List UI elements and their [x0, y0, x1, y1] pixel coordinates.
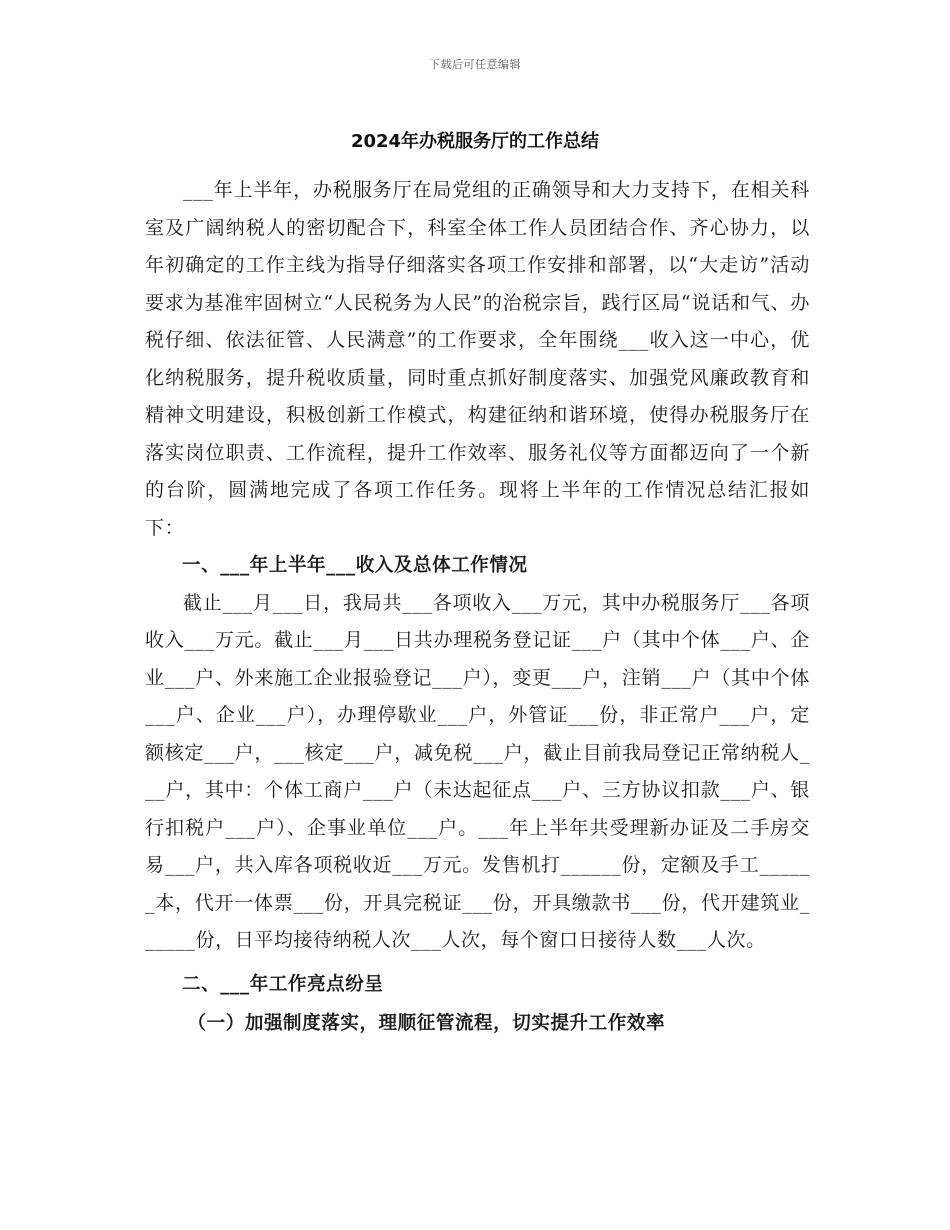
document-body	[145, 172, 810, 1043]
document-title: 2024年办税服务厅的工作总结	[350, 131, 600, 152]
section-1-paragraph: 截止___月___日，我局共___各项收入___万元，其中办税服务厅___各项收入___万元。截止___月___日共办理税务登记证___户（其中个体___户、企业___户、外来施工企业报验登记___户），变更___户，注销___户（其中个体___户、企业___户），办理停歇业___户，外管证___份，非正常户___户，定额核定___户，___核定___户，减免税___户，截止目前我局登记正常纳税人___户，其中：个体工商户___户（未达起征点___户、三方协议扣款___户、银行扣税户___户）、企事业单位___户。___年上半年共受理新办证及二手房交易___户，共入库各项税收近___万元。发售机打______份，定额及手工______本，代开一体票___份，开具完税证___份，开具缴款书___份，代开建筑业______份，日平均接待纳税人次___人次，每个窗口日接待人数___人次。	[145, 591, 810, 951]
intro-paragraph: ___年上半年，办税服务厅在局党组的正确领导和大力支持下，在相关科室及广阔纳税人的密切配合下，科室全体工作人员团结合作、齐心协力，以年初确定的工作主线为指导仔细落实各项工作安排和部署，以“大走访”活动要求为基准牢固树立“人民税务为人民”的治税宗旨，践行区局“说话和气、办税仔细、依法征管、人民满意”的工作要求，全年围绕___收入这一中心，优化纳税服务，提升税收质量，同时重点抓好制度落实、加强党风廉政教育和精神文明建设，积极创新工作模式，构建征纳和谐环境，使得办税服务厅在落实岗位职责、工作流程，提升工作效率、服务礼仪等方面都迈向了一个新的台阶，圆满地完成了各项工作任务。现将上半年的工作情况总结汇报如下：	[145, 179, 810, 539]
header-note: 下载后可任意编辑	[429, 58, 521, 71]
section-2-heading: 二、___年工作亮点纷呈	[182, 973, 384, 995]
section-2-subheading-1: （一）加强制度落实，理顺征管流程，切实提升工作效率	[187, 1013, 666, 1034]
section-1-heading: 一、___年上半年___收入及总体工作情况	[182, 555, 528, 576]
